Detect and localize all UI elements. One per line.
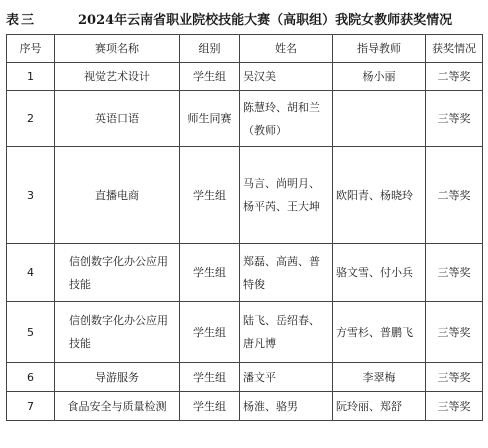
cell-event: 导游服务 <box>55 363 180 392</box>
cell-prize: 三等奖 <box>426 363 483 392</box>
cell-group: 学生组 <box>180 147 240 244</box>
cell-names: 郑磊、高茜、普特俊 <box>240 244 333 302</box>
cell-names: 吴汉美 <box>240 63 333 91</box>
cell-coach: 骆文雪、付小兵 <box>333 244 426 302</box>
header-no: 序号 <box>7 35 55 63</box>
cell-no: 3 <box>7 147 55 244</box>
cell-no: 6 <box>7 363 55 392</box>
cell-no: 1 <box>7 63 55 91</box>
table-row <box>7 392 483 421</box>
table-row <box>7 147 483 244</box>
cell-no: 5 <box>7 302 55 363</box>
cell-coach: 阮玲丽、郑舒 <box>333 392 426 421</box>
cell-prize: 三等奖 <box>426 302 483 363</box>
table-row <box>7 63 483 91</box>
cell-event: 直播电商 <box>55 147 180 244</box>
cell-names: 陈慧玲、胡和兰（教师） <box>240 91 333 147</box>
table-row <box>7 363 483 392</box>
cell-event: 视觉艺术设计 <box>55 63 180 91</box>
cell-event: 食品安全与质量检测 <box>55 392 180 421</box>
cell-prize: 三等奖 <box>426 91 483 147</box>
table-row <box>7 244 483 302</box>
cell-prize: 三等奖 <box>426 244 483 302</box>
caption-label: 表三 <box>6 13 37 28</box>
table-row <box>7 302 483 363</box>
header-event: 赛项名称 <box>55 35 180 63</box>
cell-no: 2 <box>7 91 55 147</box>
table-caption <box>0 0 488 34</box>
header-group: 组别 <box>180 35 240 63</box>
cell-names: 杨淮、骆男 <box>240 392 333 421</box>
cell-group: 学生组 <box>180 63 240 91</box>
awards-table <box>6 34 483 421</box>
cell-no: 4 <box>7 244 55 302</box>
cell-prize: 二等奖 <box>426 147 483 244</box>
cell-event: 信创数字化办公应用技能 <box>55 302 180 363</box>
cell-names: 马言、尚明月、杨平芮、王大坤 <box>240 147 333 244</box>
caption-title: 2024年云南省职业院校技能大赛（高职组）我院女教师获奖情况 <box>78 13 453 28</box>
cell-group: 学生组 <box>180 244 240 302</box>
cell-no: 7 <box>7 392 55 421</box>
cell-group: 师生同赛 <box>180 91 240 147</box>
header-names: 姓名 <box>240 35 333 63</box>
cell-event: 英语口语 <box>55 91 180 147</box>
cell-group: 学生组 <box>180 363 240 392</box>
cell-prize: 二等奖 <box>426 63 483 91</box>
cell-coach: 杨小丽 <box>333 63 426 91</box>
cell-names: 潘文平 <box>240 363 333 392</box>
cell-names: 陆飞、岳绍春、唐凡博 <box>240 302 333 363</box>
table-row <box>7 91 483 147</box>
cell-coach: 李翠梅 <box>333 363 426 392</box>
cell-event: 信创数字化办公应用技能 <box>55 244 180 302</box>
cell-coach: 方雪杉、普鹏飞 <box>333 302 426 363</box>
cell-coach <box>333 91 426 147</box>
header-prize: 获奖情况 <box>426 35 483 63</box>
header-coach: 指导教师 <box>333 35 426 63</box>
cell-group: 学生组 <box>180 302 240 363</box>
cell-prize: 三等奖 <box>426 392 483 421</box>
cell-group: 学生组 <box>180 392 240 421</box>
cell-coach: 欧阳青、杨晓玲 <box>333 147 426 244</box>
table-header-row <box>7 35 483 63</box>
